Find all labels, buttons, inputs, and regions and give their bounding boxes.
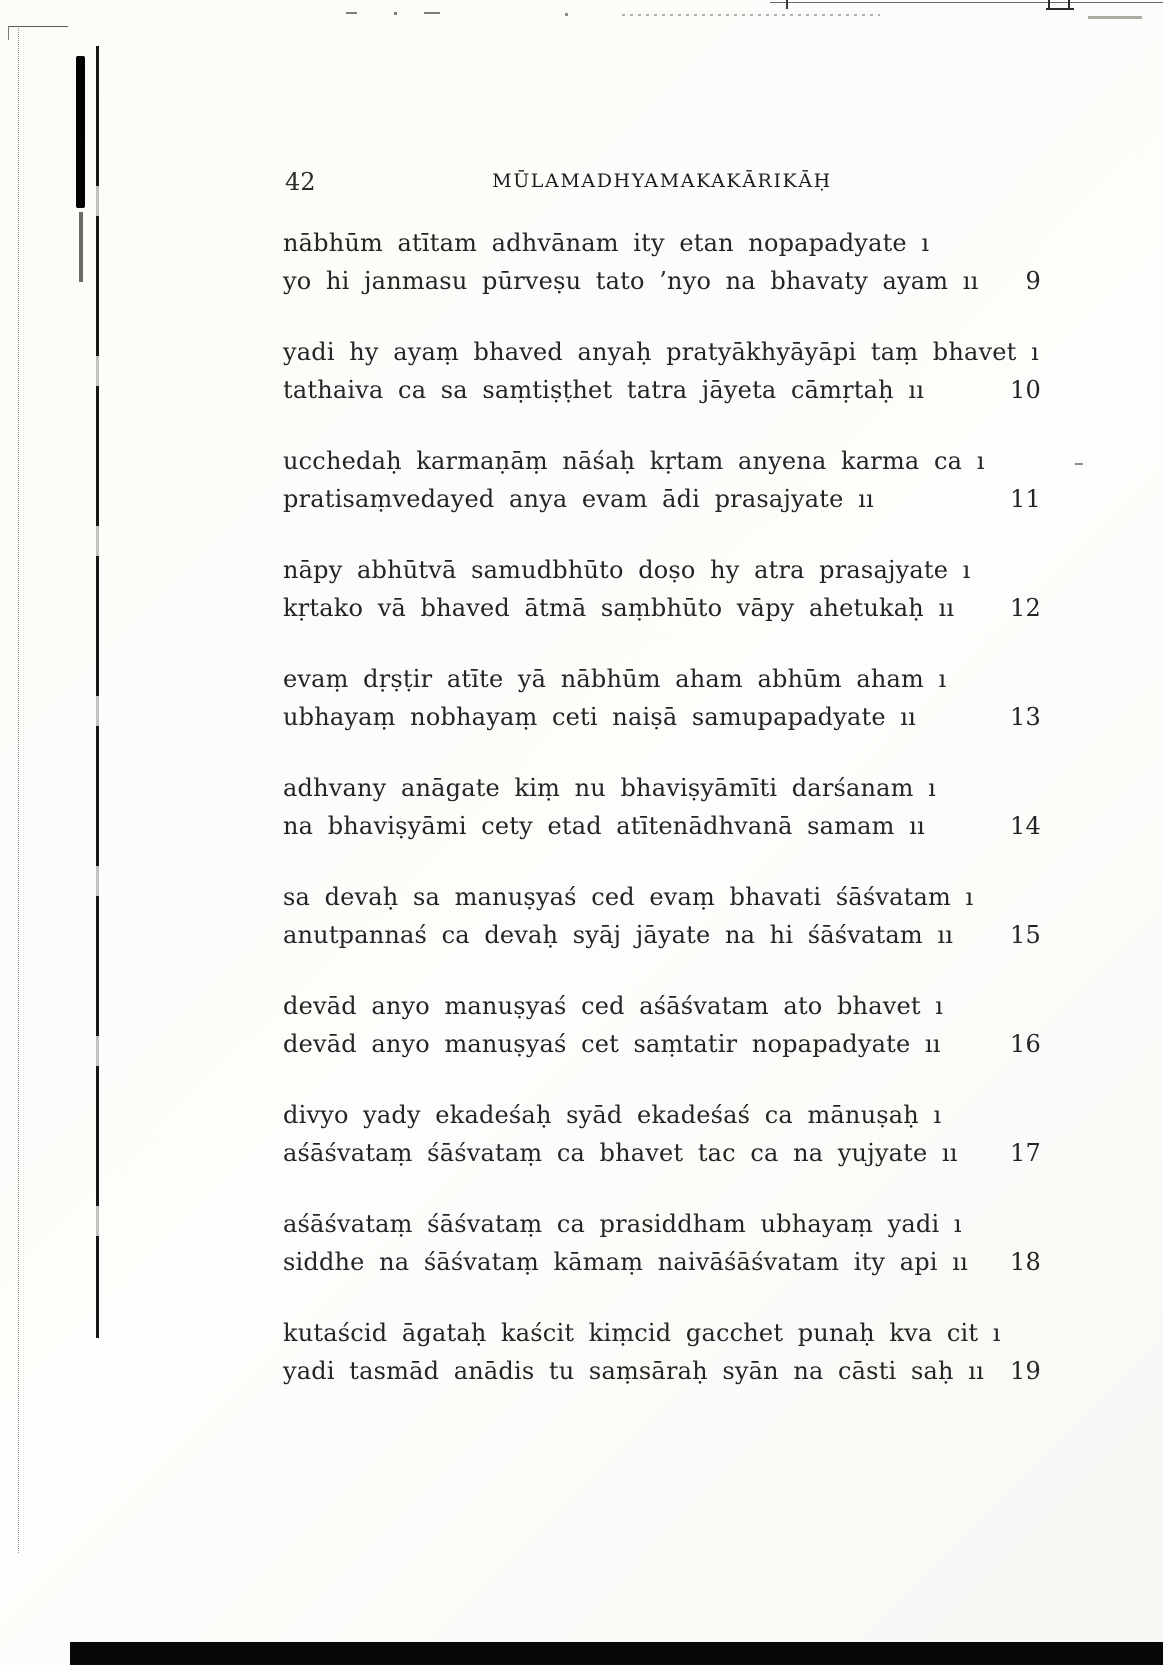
scan-artifact-bottom-black-bar [70, 1642, 1163, 1665]
verse-number: 18 [1010, 1248, 1041, 1276]
verse-line: nāpy abhūtvā samudbhūto doṣo hy atra prasajyate ı [283, 556, 971, 584]
text-block [283, 166, 1041, 1423]
scan-artifact-top-dash [346, 12, 357, 14]
verse-line-text: kṛtako vā bhaved ātmā saṃbhūto vāpy ahetukaḥ ıı [283, 594, 955, 622]
verse-number: 17 [1010, 1139, 1041, 1167]
verse-16 [283, 987, 1041, 1063]
scan-artifact-top-tick [786, 0, 788, 9]
verse-12 [283, 551, 1041, 627]
verse-line: aśāśvataṃ śāśvataṃ ca prasiddham ubhayaṃ yadi ı [283, 1210, 962, 1238]
page-title: MŪLAMADHYAMAKAKĀRIKĀḤ [492, 170, 832, 192]
verse-line [283, 371, 1041, 409]
verse-line-text: anutpannaś ca devaḥ syāj jāyate na hi śāśvatam ıı [283, 921, 954, 949]
scan-artifact-left-ink-blob-2 [79, 212, 83, 282]
verse-line: evaṃ dṛṣṭir atīte yā nābhūm aham abhūm aham ı [283, 665, 947, 693]
verse-line [283, 807, 1041, 845]
verse-line: devād anyo manuṣyaś ced aśāśvatam ato bhavet ı [283, 992, 944, 1020]
scan-artifact-top-dash [394, 12, 397, 15]
verse-line [283, 480, 1041, 518]
verse-line: adhvany anāgate kiṃ nu bhaviṣyāmīti darśanam ı [283, 774, 937, 802]
scan-artifact-top-bracket-left [1048, 0, 1050, 10]
verse-number: 16 [1010, 1030, 1041, 1058]
verse-line: kutaścid āgataḥ kaścit kiṃcid gacchet punaḥ kva cit ı [283, 1319, 1001, 1347]
verse-9 [283, 224, 1041, 300]
verse-line [283, 589, 1041, 627]
verse-line [283, 1352, 1041, 1390]
scan-artifact-top-dash [565, 13, 568, 16]
verse-11 [283, 442, 1041, 518]
verse-number: 15 [1010, 921, 1041, 949]
verse-19 [283, 1314, 1041, 1390]
verse-17 [283, 1096, 1041, 1172]
verse-line [283, 262, 1041, 300]
verse-number: 11 [1010, 485, 1041, 513]
scan-artifact-left-dotted-line [18, 28, 19, 1553]
verse-line-text: yadi tasmād anādis tu saṃsāraḥ syān na cāsti saḥ ıı [283, 1357, 984, 1385]
verse-line [283, 916, 1041, 954]
verse-line [283, 1243, 1041, 1281]
scan-artifact-left-ink-blob [76, 56, 85, 208]
scan-artifact-top-bracket-right [1068, 0, 1070, 10]
verse-line [283, 698, 1041, 736]
verse-18 [283, 1205, 1041, 1281]
page-header [283, 166, 1041, 198]
verse-line-text: aśāśvataṃ śāśvataṃ ca bhavet tac ca na yujyate ıı [283, 1139, 958, 1167]
verse-line-text: ubhayaṃ nobhayaṃ ceti naiṣā samupapadyate ıı [283, 703, 917, 731]
scan-artifact-top-edge-line [770, 2, 1163, 3]
verse-14 [283, 769, 1041, 845]
verse-line-text: na bhaviṣyāmi cety etad atītenādhvanā samam ıı [283, 812, 925, 840]
verse-line-text: pratisaṃvedayed anya evam ādi prasajyate ıı [283, 485, 874, 513]
verse-line-text: devād anyo manuṣyaś cet saṃtatir nopapadyate ıı [283, 1030, 941, 1058]
verse-line: yadi hy ayaṃ bhaved anyaḥ pratyākhyāyāpi taṃ bhavet ı [283, 338, 1039, 366]
verse-line-text: tathaiva ca sa saṃtiṣṭhet tatra jāyeta cāmṛtaḥ ıı [283, 376, 925, 404]
verse-line-text: siddhe na śāśvataṃ kāmaṃ naivāśāśvatam ity api ıı [283, 1248, 968, 1276]
verse-line: ucchedaḥ karmaṇāṃ nāśaḥ kṛtam anyena karma ca ı [283, 447, 985, 475]
verse-number: 13 [1010, 703, 1041, 731]
verse-line [283, 1025, 1041, 1063]
verse-number: 10 [1010, 376, 1041, 404]
verse-line: divyo yady ekadeśaḥ syād ekadeśaś ca mānuṣaḥ ı [283, 1101, 942, 1129]
scan-artifact-top-smudge [622, 14, 880, 16]
verse-line-text: yo hi janmasu pūrveṣu tato ’nyo na bhavaty ayam ıı [283, 267, 979, 295]
scan-artifact-left-binding-line [96, 46, 99, 1338]
scan-artifact-corner-mark [8, 26, 68, 40]
verse-number: 14 [1010, 812, 1041, 840]
scan-artifact-top-right-smudge [1088, 16, 1142, 19]
scan-artifact-right-speck [1075, 463, 1083, 465]
scan-artifact-top-dash [424, 12, 440, 14]
verse-line [283, 1134, 1041, 1172]
verse-line: sa devaḥ sa manuṣyaś ced evaṃ bhavati śāśvatam ı [283, 883, 974, 911]
verse-10 [283, 333, 1041, 409]
verse-number: 12 [1010, 594, 1041, 622]
verse-13 [283, 660, 1041, 736]
verse-number: 19 [1010, 1357, 1041, 1385]
verse-15 [283, 878, 1041, 954]
verse-line: nābhūm atītam adhvānam ity etan nopapadyate ı [283, 229, 930, 257]
page-number: 42 [285, 168, 316, 196]
verse-number: 9 [1025, 267, 1041, 295]
